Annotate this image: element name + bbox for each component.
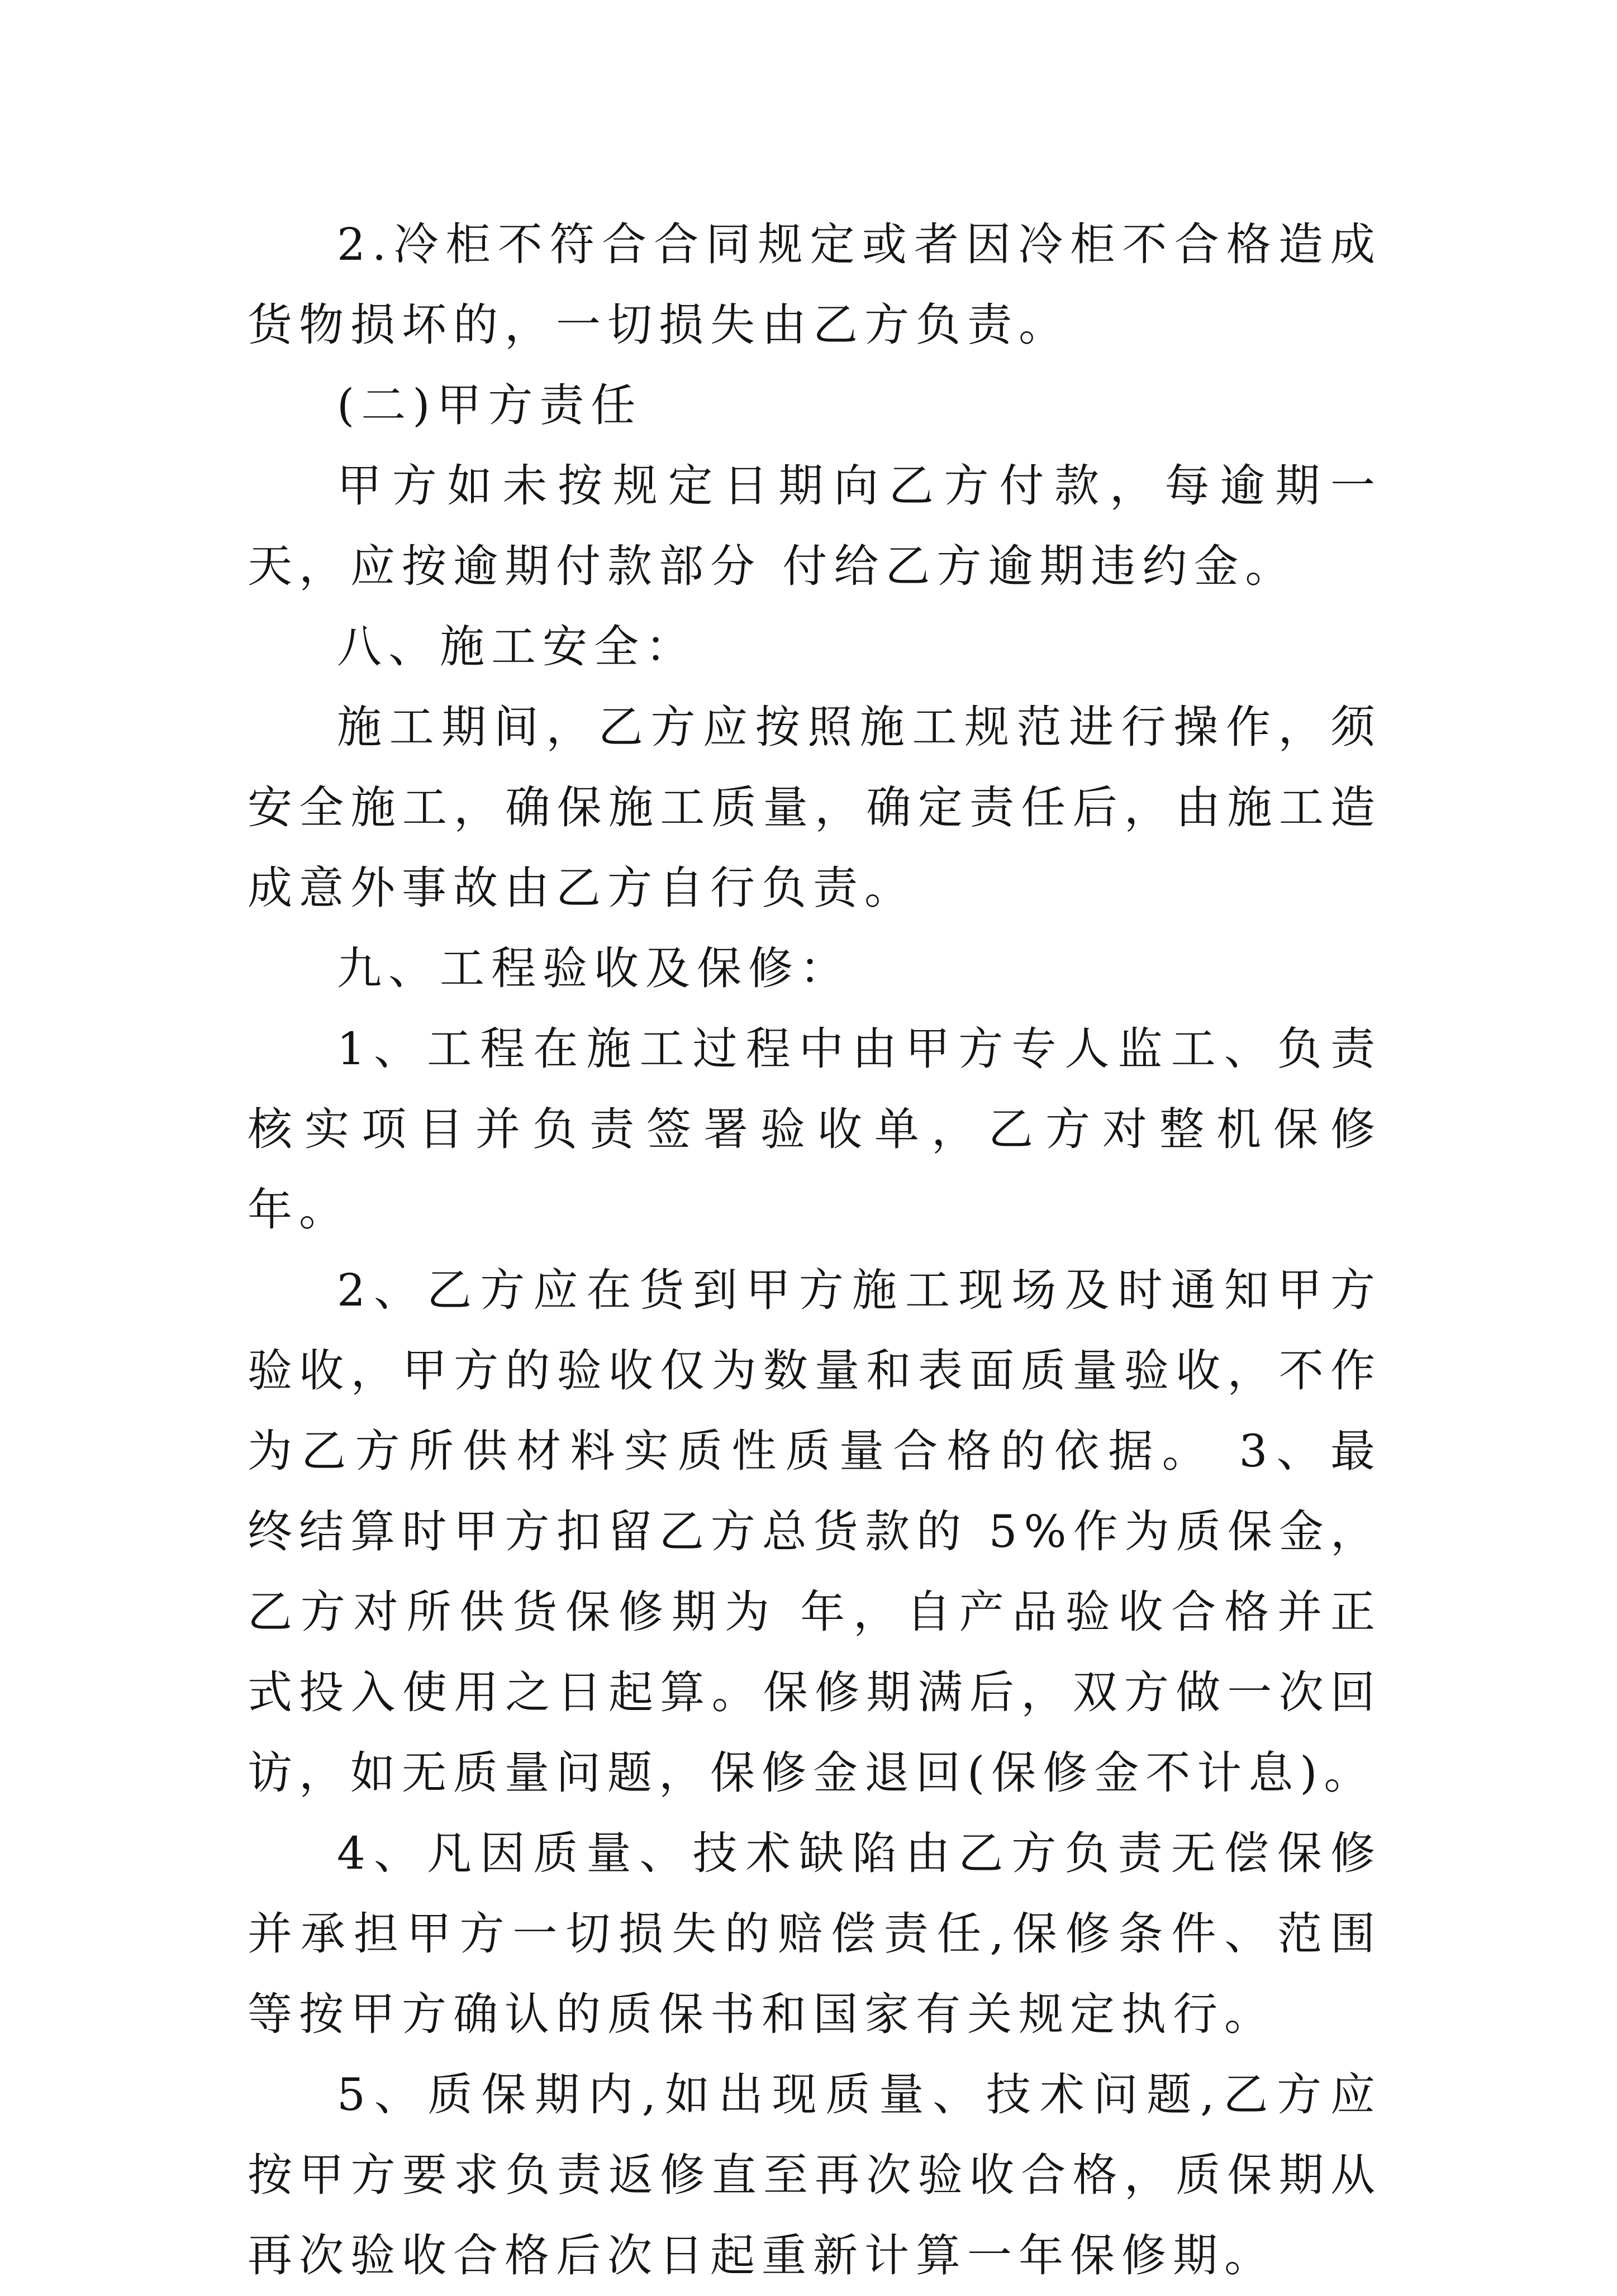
paragraph-clause-4: 4、凡因质量、技术缺陷由乙方负责无偿保修并承担甲方一切损失的赔偿责任,保修条件、范围等按甲方确认的质保书和国家有关规定执行。	[248, 1827, 1382, 2040]
paragraph-construction-safety: 施工期间，乙方应按照施工规范进行操作，须安全施工，确保施工质量，确定责任后，由施工造成意外事故由乙方自行负责。	[248, 701, 1382, 914]
paragraph-clause-1: 1、工程在施工过程中由甲方专人监工、负责核实项目并负责签署验收单，乙方对整机保修 年。	[248, 1023, 1382, 1236]
paragraph-late-payment: 甲方如未按规定日期向乙方付款，每逾期一天，应按逾期付款部分 付给乙方逾期违约金。	[248, 460, 1382, 592]
paragraph-clause-5: 5、质保期内,如出现质量、技术问题,乙方应按甲方要求负责返修直至再次验收合格，质保期从再次验收合格后次日起重新计算一年保修期。	[248, 2069, 1382, 2281]
paragraph-clause-2-3: 2、乙方应在货到甲方施工现场及时通知甲方验收，甲方的验收仅为数量和表面质量验收，不作为乙方所供材料实质性质量合格的依据。 3、最终结算时甲方扣留乙方总货款的 5%作为质保金，乙方对所供货保修期为 年，自产品验收合格并正式投入使用之日起算。保修期满后，双方做一次回访，如无质量问题，保修金退回(保修金不计息)。	[248, 1264, 1382, 1799]
paragraph-refrigerator-liability: 2.冷柜不符合合同规定或者因冷柜不合格造成货物损坏的，一切损失由乙方负责。	[248, 218, 1382, 351]
heading-construction-safety: 八、施工安全：	[337, 621, 697, 673]
heading-party-a-liability: (二)甲方责任	[337, 379, 643, 431]
heading-acceptance-warranty: 九、工程验收及保修：	[337, 942, 851, 994]
document-body	[248, 204, 1382, 2296]
